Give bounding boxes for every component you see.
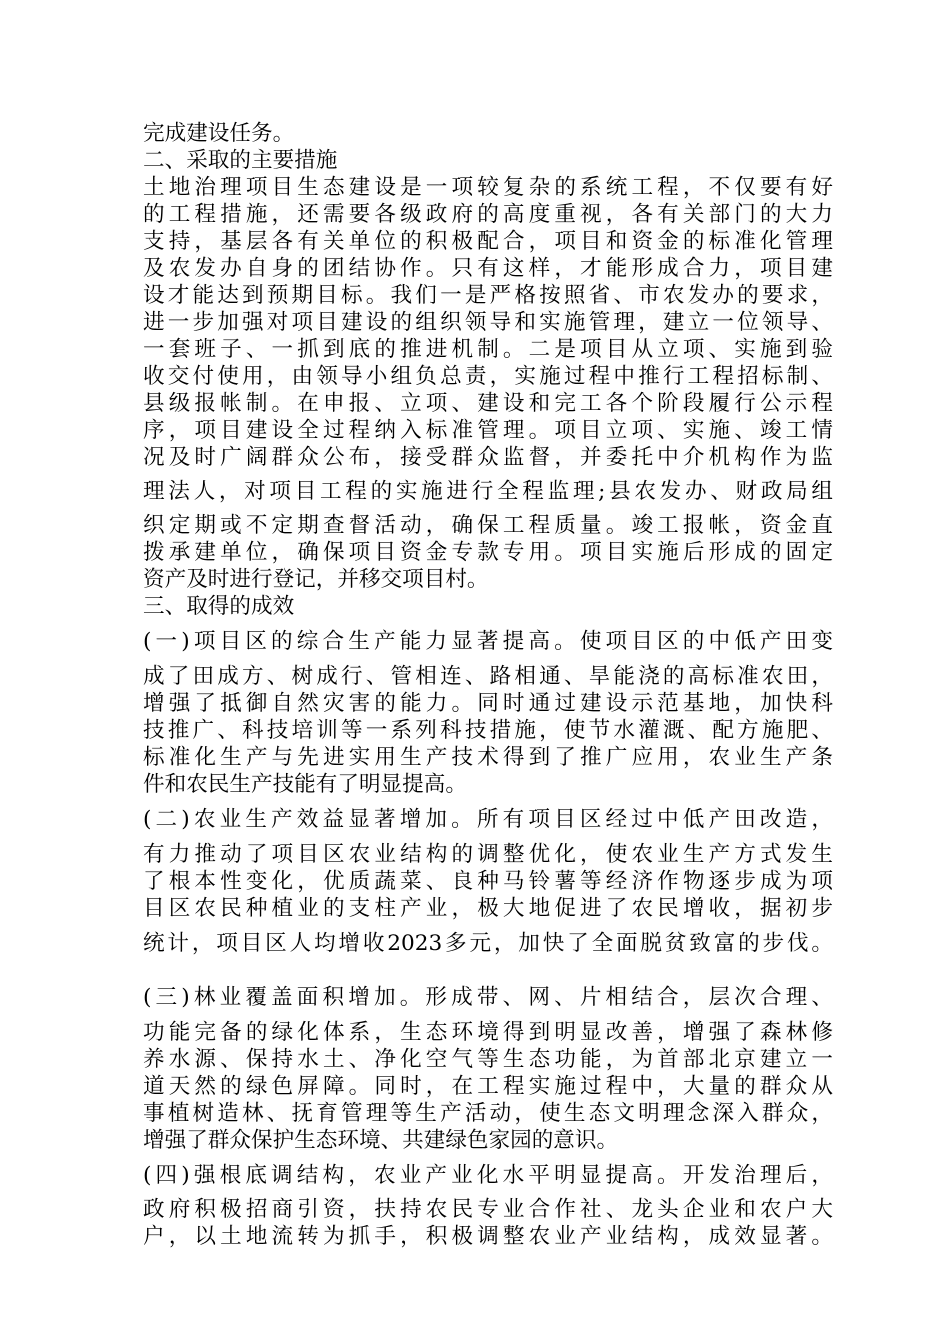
text-line: 进一步加强对项目建设的组织领导和实施管理，建立一位领导、 <box>143 310 833 335</box>
text-line: 事植树造林、抚育管理等生产活动，使生态文明理念深入群众， <box>143 1101 833 1126</box>
text-line: 收交付使用，由领导小组负总责，实施过程中推行工程招标制、 <box>143 364 833 389</box>
text-line: 统计，项目区人均增收2023多元，加快了全面脱贫致富的步伐。 <box>143 931 833 956</box>
text-line: 件和农民生产技能有了明显提高。 <box>143 772 467 797</box>
text-line: (四)强根底调结构，农业产业化水平明显提高。开发治理后， <box>143 1163 833 1188</box>
text-line: 完成建设任务。 <box>143 121 295 146</box>
text-line: 增强了抵御自然灾害的能力。同时通过建设示范基地，加快科 <box>143 691 833 716</box>
text-line: (三)林业覆盖面积增加。形成带、网、片相结合，层次合理、 <box>143 985 833 1010</box>
text-line: 况及时广阔群众公布，接受群众监督，并委托中介机构作为监 <box>143 445 833 470</box>
text-line: 土地治理项目生态建设是一项较复杂的系统工程，不仅要有好 <box>143 175 833 200</box>
text-line: 标准化生产与先进实用生产技术得到了推广应用，农业生产条 <box>143 745 833 770</box>
text-line: 成了田成方、树成行、管相连、路相通、旱能浇的高标准农田， <box>143 664 833 689</box>
text-line: (一)项目区的综合生产能力显著提高。使项目区的中低产田变 <box>143 629 833 654</box>
section-heading: 二、采取的主要措施 <box>143 148 338 173</box>
text-line: 增强了群众保护生态环境、共建绿色家园的意识。 <box>143 1128 619 1153</box>
text-line: 及农发办自身的团结协作。只有这样，才能形成合力，项目建 <box>143 256 833 281</box>
text-line: 了根本性变化，优质蔬菜、良种马铃薯等经济作物逐步成为项 <box>143 869 833 894</box>
text-line: 理法人，对项目工程的实施进行全程监理;县农发办、财政局组 <box>143 479 833 504</box>
text-line: 技推广、科技培训等一系列科技措施，使节水灌溉、配方施肥、 <box>143 718 833 743</box>
text-line: 道天然的绿色屏障。同时，在工程实施过程中，大量的群众从 <box>143 1074 833 1099</box>
text-line: 县级报帐制。在申报、立项、建设和完工各个阶段履行公示程 <box>143 391 833 416</box>
section-heading: 三、取得的成效 <box>143 594 295 619</box>
text-line: 户，以土地流转为抓手，积极调整农业产业结构，成效显著。 <box>143 1224 833 1249</box>
text-line: 设才能达到预期目标。我们一是严格按照省、市农发办的要求， <box>143 283 833 308</box>
text-line: 的工程措施，还需要各级政府的高度重视，各有关部门的大力 <box>143 202 833 227</box>
text-line: 资产及时进行登记，并移交项目村。 <box>143 567 489 592</box>
text-line: 序，项目建设全过程纳入标准管理。项目立项、实施、竣工情 <box>143 418 833 443</box>
text-line: (二)农业生产效益显著增加。所有项目区经过中低产田改造， <box>143 807 833 832</box>
text-line: 有力推动了项目区农业结构的调整优化，使农业生产方式发生 <box>143 842 833 867</box>
text-line: 政府积极招商引资，扶持农民专业合作社、龙头企业和农户大 <box>143 1197 833 1222</box>
text-line: 拨承建单位，确保项目资金专款专用。项目实施后形成的固定 <box>143 540 833 565</box>
text-line: 织定期或不定期查督活动，确保工程质量。竣工报帐，资金直 <box>143 513 833 538</box>
text-line: 支持，基层各有关单位的积极配合，项目和资金的标准化管理 <box>143 229 833 254</box>
text-line: 功能完备的绿化体系，生态环境得到明显改善，增强了森林修 <box>143 1020 833 1045</box>
text-line: 一套班子、一抓到底的推进机制。二是项目从立项、实施到验 <box>143 337 833 362</box>
text-line: 养水源、保持水土、净化空气等生态功能，为首部北京建立一 <box>143 1047 833 1072</box>
text-line: 目区农民种植业的支柱产业，极大地促进了农民增收，据初步 <box>143 896 833 921</box>
